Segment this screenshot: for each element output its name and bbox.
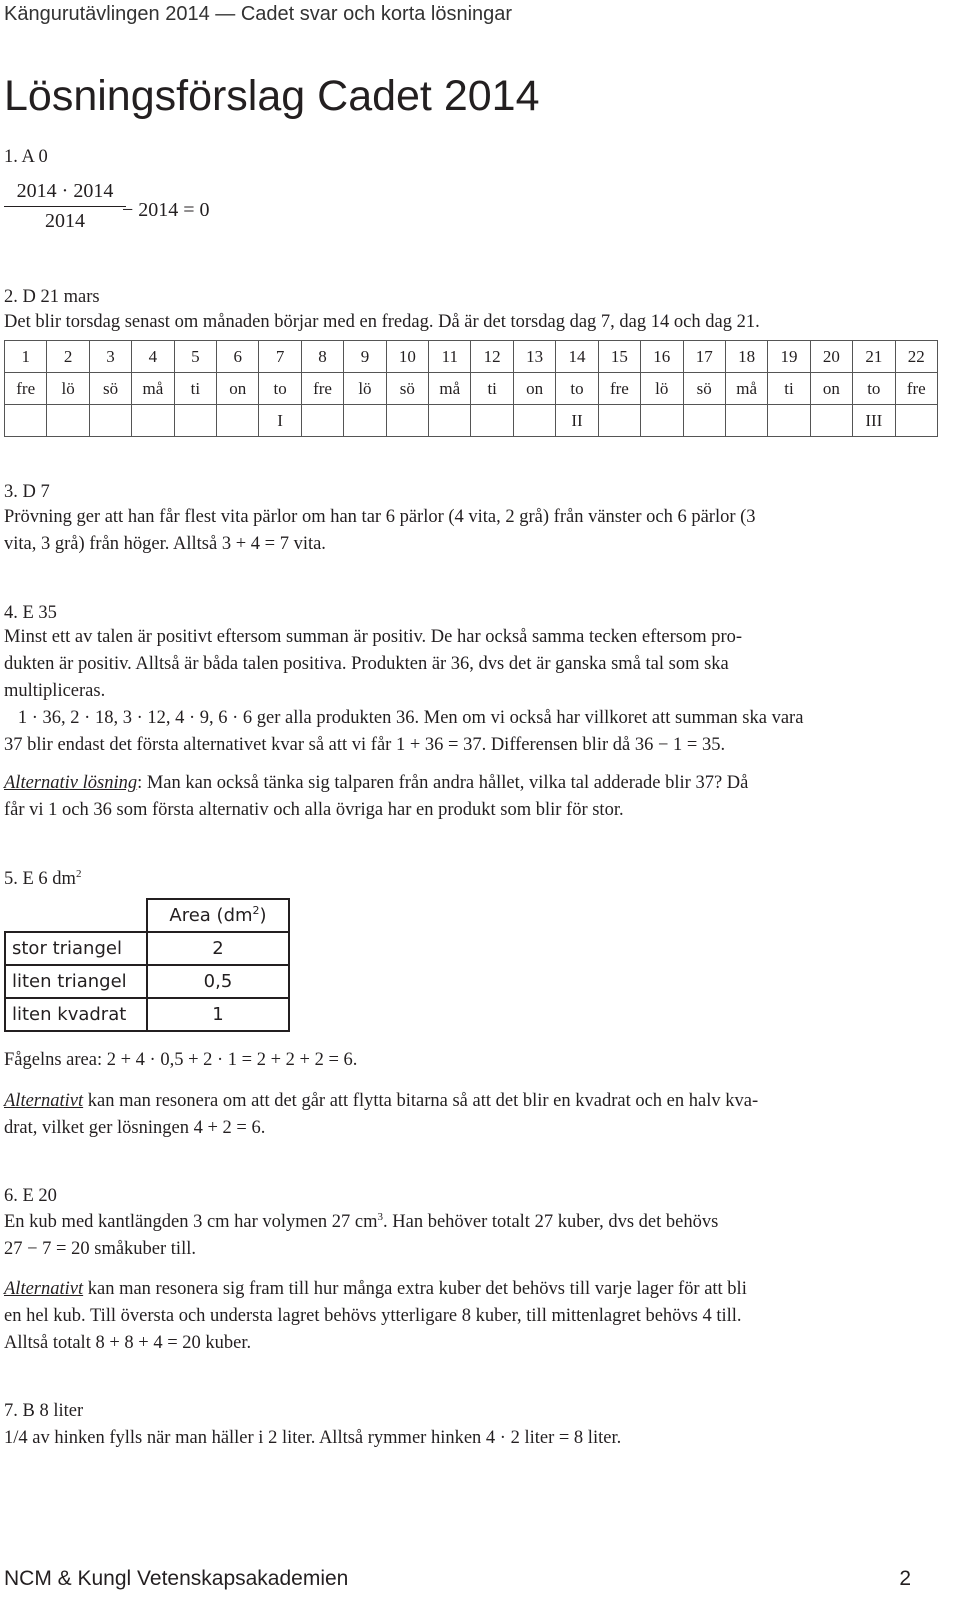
calendar-weekday-cell: ti <box>768 373 810 405</box>
q2-text: Det blir torsdag senast om månaden börjar med en fredag. Då är det torsdag dag 7, dag 14 och dag 21. <box>4 312 760 332</box>
calendar-weekday-cell: fre <box>5 373 47 405</box>
calendar-day-cell: 13 <box>513 341 555 373</box>
q1-heading: 1. A 0 <box>4 147 48 167</box>
calendar-weekday-cell: må <box>429 373 471 405</box>
calendar-weekday-cell: to <box>853 373 895 405</box>
area-table-row <box>5 998 289 1031</box>
calendar-mark-cell <box>344 405 386 437</box>
q6-alternative-line <box>4 1279 747 1300</box>
q1-fraction <box>4 180 126 233</box>
q4-alternative-label: Alternativ lösning <box>4 773 138 793</box>
calendar-weekday-cell: fre <box>301 373 343 405</box>
q7-text: 1/4 av hinken fylls när man häller i 2 liter. Alltså rymmer hinken 4 · 2 liter = 8 liter. <box>4 1428 622 1448</box>
q3-line: Prövning ger att han får flest vita pärlor om han tar 6 pärlor (4 vita, 2 grå) från vänster och 6 pärlor (3 <box>4 507 756 527</box>
area-table <box>4 898 290 1032</box>
calendar-day-cell: 19 <box>768 341 810 373</box>
calendar-weekday-cell: ti <box>174 373 216 405</box>
q4-line: multipliceras. <box>4 681 106 701</box>
q5-area-line: Fågelns area: 2 + 4 · 0,5 + 2 · 1 = 2 + 2 + 2 = 6. <box>4 1050 358 1070</box>
q5-alternative-text: kan man resonera om att det går att flytta bitarna så att det blir en kvadrat och en halv kva- <box>83 1091 759 1111</box>
calendar-mark-cell <box>641 405 683 437</box>
calendar-mark-cell: I <box>259 405 301 437</box>
q1-denominator: 2014 <box>45 210 85 232</box>
calendar-mark-cell <box>810 405 852 437</box>
calendar-weekday-cell: fre <box>895 373 937 405</box>
calendar-day-cell: 22 <box>895 341 937 373</box>
q6-line: 27 − 7 = 20 småkuber till. <box>4 1239 196 1259</box>
q1-numerator: 2014 · 2014 <box>4 180 126 207</box>
calendar-days-row <box>5 341 938 373</box>
q6-alternative-line: Alltså totalt 8 + 8 + 4 = 20 kuber. <box>4 1333 252 1353</box>
q1-equation-rest: − 2014 = 0 <box>122 199 210 221</box>
q6-heading: 6. E 20 <box>4 1186 57 1206</box>
q4-line: Minst ett av talen är positivt eftersom summan är positiv. De har också samma tecken eftersom pro- <box>4 627 743 647</box>
q5-heading <box>4 869 81 890</box>
calendar-table <box>4 340 938 437</box>
area-row-value: 2 <box>147 932 289 965</box>
running-header: Kängurutävlingen 2014 — Cadet svar och korta lösningar <box>4 3 513 25</box>
calendar-day-cell: 15 <box>598 341 640 373</box>
calendar-mark-cell <box>683 405 725 437</box>
q5-heading-sup: 2 <box>75 868 82 880</box>
calendar-day-cell: 20 <box>810 341 852 373</box>
calendar-weekday-cell: fre <box>598 373 640 405</box>
calendar-day-cell: 2 <box>47 341 89 373</box>
q4-heading: 4. E 35 <box>4 603 57 623</box>
area-table-row <box>5 932 289 965</box>
calendar-weekdays-row <box>5 373 938 405</box>
calendar-mark-cell <box>89 405 131 437</box>
area-table-header: Area $(dm^2)$ <box>147 899 289 932</box>
calendar-weekday-cell: må <box>132 373 174 405</box>
calendar-weekday-cell: lö <box>641 373 683 405</box>
calendar-marks-row <box>5 405 938 437</box>
calendar-day-cell: 9 <box>344 341 386 373</box>
calendar-mark-cell <box>768 405 810 437</box>
area-row-label: liten kvadrat <box>5 998 147 1031</box>
calendar-weekday-cell: on <box>217 373 259 405</box>
calendar-mark-cell <box>5 405 47 437</box>
calendar-mark-cell <box>598 405 640 437</box>
q4-line: dukten är positiv. Alltså är båda talen positiva. Produkten är 36, dvs det är ganska små tal som ska <box>4 654 729 674</box>
q6-alternative-label: Alternativt <box>4 1279 84 1299</box>
calendar-mark-cell <box>174 405 216 437</box>
q5-heading-text: 5. E 6 dm <box>4 869 76 889</box>
calendar-mark-cell <box>895 405 937 437</box>
q4-alternative-line <box>4 773 748 794</box>
area-row-label: stor triangel <box>5 932 147 965</box>
calendar-day-cell: 18 <box>725 341 767 373</box>
calendar-weekday-cell: sö <box>683 373 725 405</box>
calendar-day-cell: 16 <box>641 341 683 373</box>
calendar-mark-cell <box>429 405 471 437</box>
calendar-mark-cell <box>47 405 89 437</box>
calendar-weekday-cell: sö <box>386 373 428 405</box>
q6-line: En kub med kantlängden 3 cm har volymen 27 $cm^3$. Han behöver totalt 27 kuber, dvs det behövs <box>4 1211 719 1232</box>
calendar-day-cell: 12 <box>471 341 513 373</box>
q4-line: 37 blir endast det första alternativet kvar så att vi får 1 + 36 = 37. Differensen blir då 36 − 1 = 35. <box>4 735 726 755</box>
calendar-day-cell: 7 <box>259 341 301 373</box>
calendar-day-cell: 1 <box>5 341 47 373</box>
q2-heading: 2. D 21 mars <box>4 287 100 307</box>
q7-heading: 7. B 8 liter <box>4 1401 84 1421</box>
calendar-mark-cell <box>132 405 174 437</box>
calendar-weekday-cell: on <box>513 373 555 405</box>
q5-alternative-label: Alternativt <box>4 1091 84 1111</box>
q3-line: vita, 3 grå) från höger. Alltså 3 + 4 = 7 vita. <box>4 534 326 554</box>
calendar-day-cell: 3 <box>89 341 131 373</box>
q6-alternative-text: kan man resonera sig fram till hur många extra kuber det behövs till varje lager för att bli <box>83 1279 747 1299</box>
calendar-mark-cell <box>386 405 428 437</box>
calendar-day-cell: 8 <box>301 341 343 373</box>
calendar-weekday-cell: on <box>810 373 852 405</box>
calendar-mark-cell <box>217 405 259 437</box>
calendar-day-cell: 14 <box>556 341 598 373</box>
q3-heading: 3. D 7 <box>4 482 50 502</box>
area-table-row <box>5 965 289 998</box>
calendar-weekday-cell: må <box>725 373 767 405</box>
page-number: 2 <box>899 1567 911 1590</box>
calendar-weekday-cell: lö <box>47 373 89 405</box>
calendar-day-cell: 6 <box>217 341 259 373</box>
calendar-mark-cell <box>513 405 555 437</box>
calendar-day-cell: 10 <box>386 341 428 373</box>
area-row-value: 1 <box>147 998 289 1031</box>
area-table-header-row <box>5 899 289 932</box>
q6-alternative-line: en hel kub. Till översta och understa lagret behövs ytterligare 8 kuber, till mittenlagret behövs 4 till. <box>4 1306 742 1326</box>
calendar-weekday-cell: sö <box>89 373 131 405</box>
calendar-weekday-cell: to <box>556 373 598 405</box>
area-row-label: liten triangel <box>5 965 147 998</box>
q5-alternative-line: drat, vilket ger lösningen 4 + 2 = 6. <box>4 1118 266 1138</box>
q5-alternative-line <box>4 1091 758 1112</box>
calendar-mark-cell <box>725 405 767 437</box>
area-row-value: 0,5 <box>147 965 289 998</box>
q4-line: 1 · 36, 2 · 18, 3 · 12, 4 · 9, 6 · 6 ger alla produkten 36. Men om vi också har villkoret att summan ska vara <box>4 708 804 728</box>
q4-alternative-line: får vi 1 och 36 som första alternativ och alla övriga har en produkt som blir för stor. <box>4 800 624 820</box>
calendar-day-cell: 4 <box>132 341 174 373</box>
calendar-day-cell: 17 <box>683 341 725 373</box>
calendar-weekday-cell: lö <box>344 373 386 405</box>
calendar-weekday-cell: ti <box>471 373 513 405</box>
calendar-weekday-cell: to <box>259 373 301 405</box>
calendar-day-cell: 21 <box>853 341 895 373</box>
calendar-mark-cell <box>471 405 513 437</box>
calendar-day-cell: 11 <box>429 341 471 373</box>
area-table-corner <box>5 899 147 932</box>
calendar-day-cell: 5 <box>174 341 216 373</box>
q4-alternative-text: : Man kan också tänka sig talparen från andra hållet, vilka tal adderade blir 37? Då <box>137 773 749 793</box>
calendar-mark-cell: II <box>556 405 598 437</box>
footer-publisher: NCM & Kungl Vetenskapsakademien <box>4 1567 349 1590</box>
calendar-mark-cell <box>301 405 343 437</box>
page-title: Lösningsförslag Cadet 2014 <box>4 72 540 120</box>
calendar-mark-cell: III <box>853 405 895 437</box>
